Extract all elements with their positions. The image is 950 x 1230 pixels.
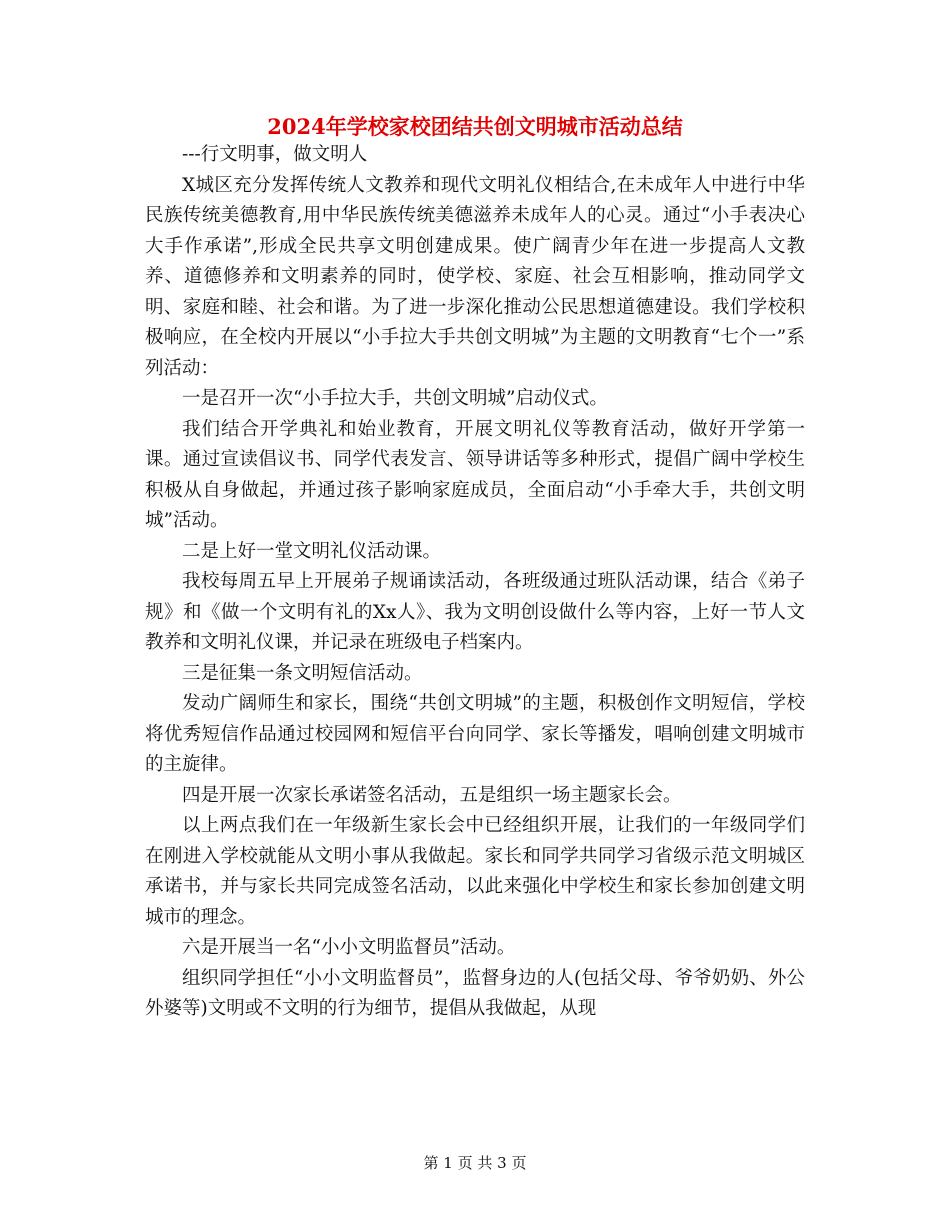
paragraph-activity-4-5-body: 以上两点我们在一年级新生家长会中已经组织开展，让我们的一年级同学们在刚进入学校就能从文明小事从我做起。家长和同学共同学习省级示范文明城区承诺书，并与家长共同完成签名活动，以此来强化中学校生和家长参加创建文明城市的理念。 [145, 815, 805, 928]
paragraph-activity-3-heading: 三是征集一条文明短信活动。 [182, 662, 423, 684]
document-body [145, 140, 805, 1025]
paragraph-activity-4-5-heading: 四是开展一次家长承诺签名活动，五是组织一场主题家长会。 [182, 784, 682, 806]
paragraph-activity-2-heading: 二是上好一堂文明礼仪活动课。 [182, 540, 442, 562]
paragraph-activity-6-body: 组织同学担任“小小文明监督员”，监督身边的人(包括父母、爷爷奶奶、外公外婆等)文明或不文明的行为细节，提倡从我做起，从现 [145, 967, 805, 1019]
page-number-footer: 第 1 页 共 3 页 [423, 1154, 527, 1172]
document-subtitle: ---行文明事，做文明人 [182, 144, 368, 165]
paragraph-activity-1-body: 我们结合开学典礼和始业教育，开展文明礼仪等教育活动，做好开学第一课。通过宣读倡议书、同学代表发言、领导讲话等多种形式，提倡广阔中学校生积极从自身做起，并通过孩子影响家庭成员，全面启动“小手牵大手，共创文明城”活动。 [145, 418, 805, 531]
paragraph-activity-6-heading: 六是开展当一名“小小文明监督员”活动。 [182, 937, 516, 958]
document-title: 2024年学校家校团结共创文明城市活动总结 [267, 114, 683, 139]
paragraph-activity-2-body: 我校每周五早上开展弟子规诵读活动，各班级通过班队活动课，结合《弟子规》和《做一个文明有礼的Xx人》、我为文明创设做什么等内容，上好一节人文教养和文明礼仪课，并记录在班级电子档案内。 [145, 571, 805, 653]
paragraph-activity-1-heading: 一是召开一次“小手拉大手，共创文明城”启动仪式。 [182, 388, 608, 409]
paragraph-intro: X城区充分发挥传统人文教养和现代文明礼仪相结合,在未成年人中进行中华民族传统美德教育,用中华民族传统美德滋养未成年人的心灵。通过“小手表决心大手作承诺”,形成全民共享文明创建成果。使广阔青少年在进一步提高人文教养、道德修养和文明素养的同时，使学校、家庭、社会互相影响，推动同学文明、家庭和睦、社会和谐。为了进一步深化推动公民思想道德建设。我们学校积极响应，在全校内开展以“小手拉大手共创文明城”为主题的文明教育“七个一”系列活动： [145, 174, 805, 379]
paragraph-activity-3-body: 发动广阔师生和家长，围绕“共创文明城”的主题，积极创作文明短信，学校将优秀短信作品通过校园网和短信平台向同学、家长等播发，唱响创建文明城市的主旋律。 [145, 693, 805, 775]
